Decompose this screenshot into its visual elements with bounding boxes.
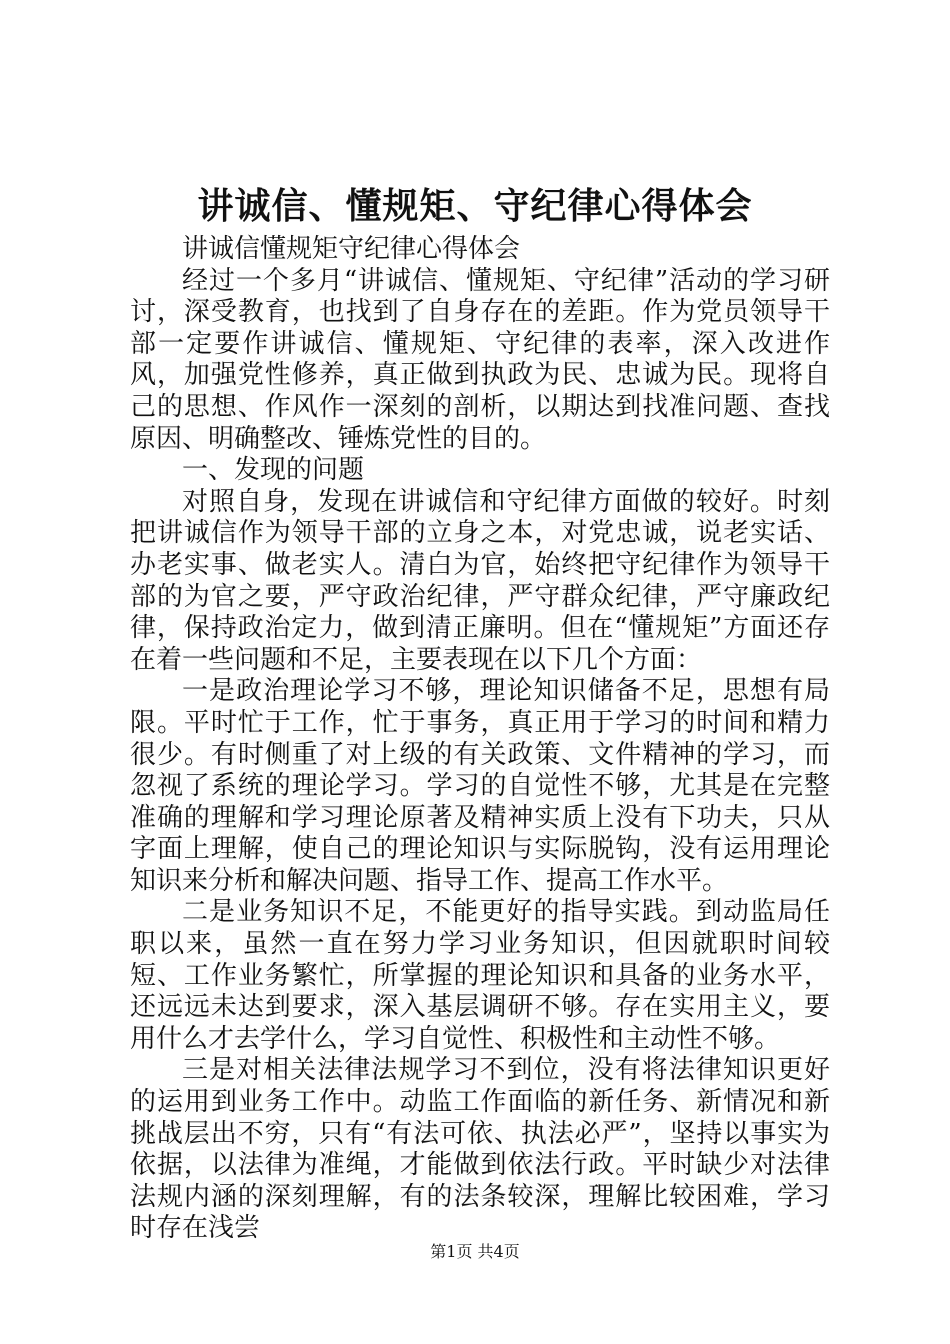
body-paragraph: 对照自身，发现在讲诚信和守纪律方面做的较好。时刻把讲诚信作为领导干部的立身之本，对党忠诚，说老实话、办老实事、做老实人。清白为官，始终把守纪律作为领导干部的为官之要，严守政治纪律，严守群众纪律，严守廉政纪律，保持政治定力，做到清正廉明。但在“懂规矩”方面还存在着一些问题和不足，主要表现在以下几个方面： xyxy=(130,486,830,675)
body-paragraph: 二是业务知识不足，不能更好的指导实践。到动监局任职以来，虽然一直在努力学习业务知识，但因就职时间较短、工作业务繁忙，所掌握的理论知识和具备的业务水平，还远远未达到要求，深入基层调研不够。存在实用主义，要用什么才去学什么，学习自觉性、积极性和主动性不够。 xyxy=(130,897,830,1054)
body-paragraph: 一是政治理论学习不够，理论知识储备不足，思想有局限。平时忙于工作，忙于事务，真正用于学习的时间和精力很少。有时侧重了对上级的有关政策、文件精神的学习，而忽视了系统的理论学习。学习的自觉性不够，尤其是在完整准确的理解和学习理论原著及精神实质上没有下功夫，只从字面上理解，使自己的理论知识与实际脱钩，没有运用理论知识来分析和解决问题、指导工作、提高工作水平。 xyxy=(130,676,830,896)
subtitle-paragraph: 讲诚信懂规矩守纪律心得体会 xyxy=(182,234,521,264)
page-number: 第1页 共4页 xyxy=(430,1242,520,1261)
section-heading: 一、发现的问题 xyxy=(182,455,365,486)
document-title: 讲诚信、懂规矩、守纪律心得体会 xyxy=(197,185,753,227)
intro-paragraph: 经过一个多月“讲诚信、懂规矩、守纪律”活动的学习研讨，深受教育，也找到了自身存在的差距。作为党员领导干部一定要作讲诚信、懂规矩、守纪律的表率，深入改进作风，加强党性修养，真正做到执政为民、忠诚为民。现将自己的思想、作风作一深刻的剖析，以期达到找准问题、查找原因、明确整改、锤炼党性的目的。 xyxy=(130,265,830,454)
document-body xyxy=(130,234,830,1245)
body-paragraph: 三是对相关法律法规学习不到位，没有将法律知识更好的运用到业务工作中。动监工作面临的新任务、新情况和新挑战层出不穷，只有“有法可依、执法必严”，坚持以事实为依据，以法律为准绳，才能做到依法行政。平时缺少对法律法规内涵的深刻理解，有的法条较深，理解比较困难，学习时存在浅尝 xyxy=(130,1055,830,1244)
